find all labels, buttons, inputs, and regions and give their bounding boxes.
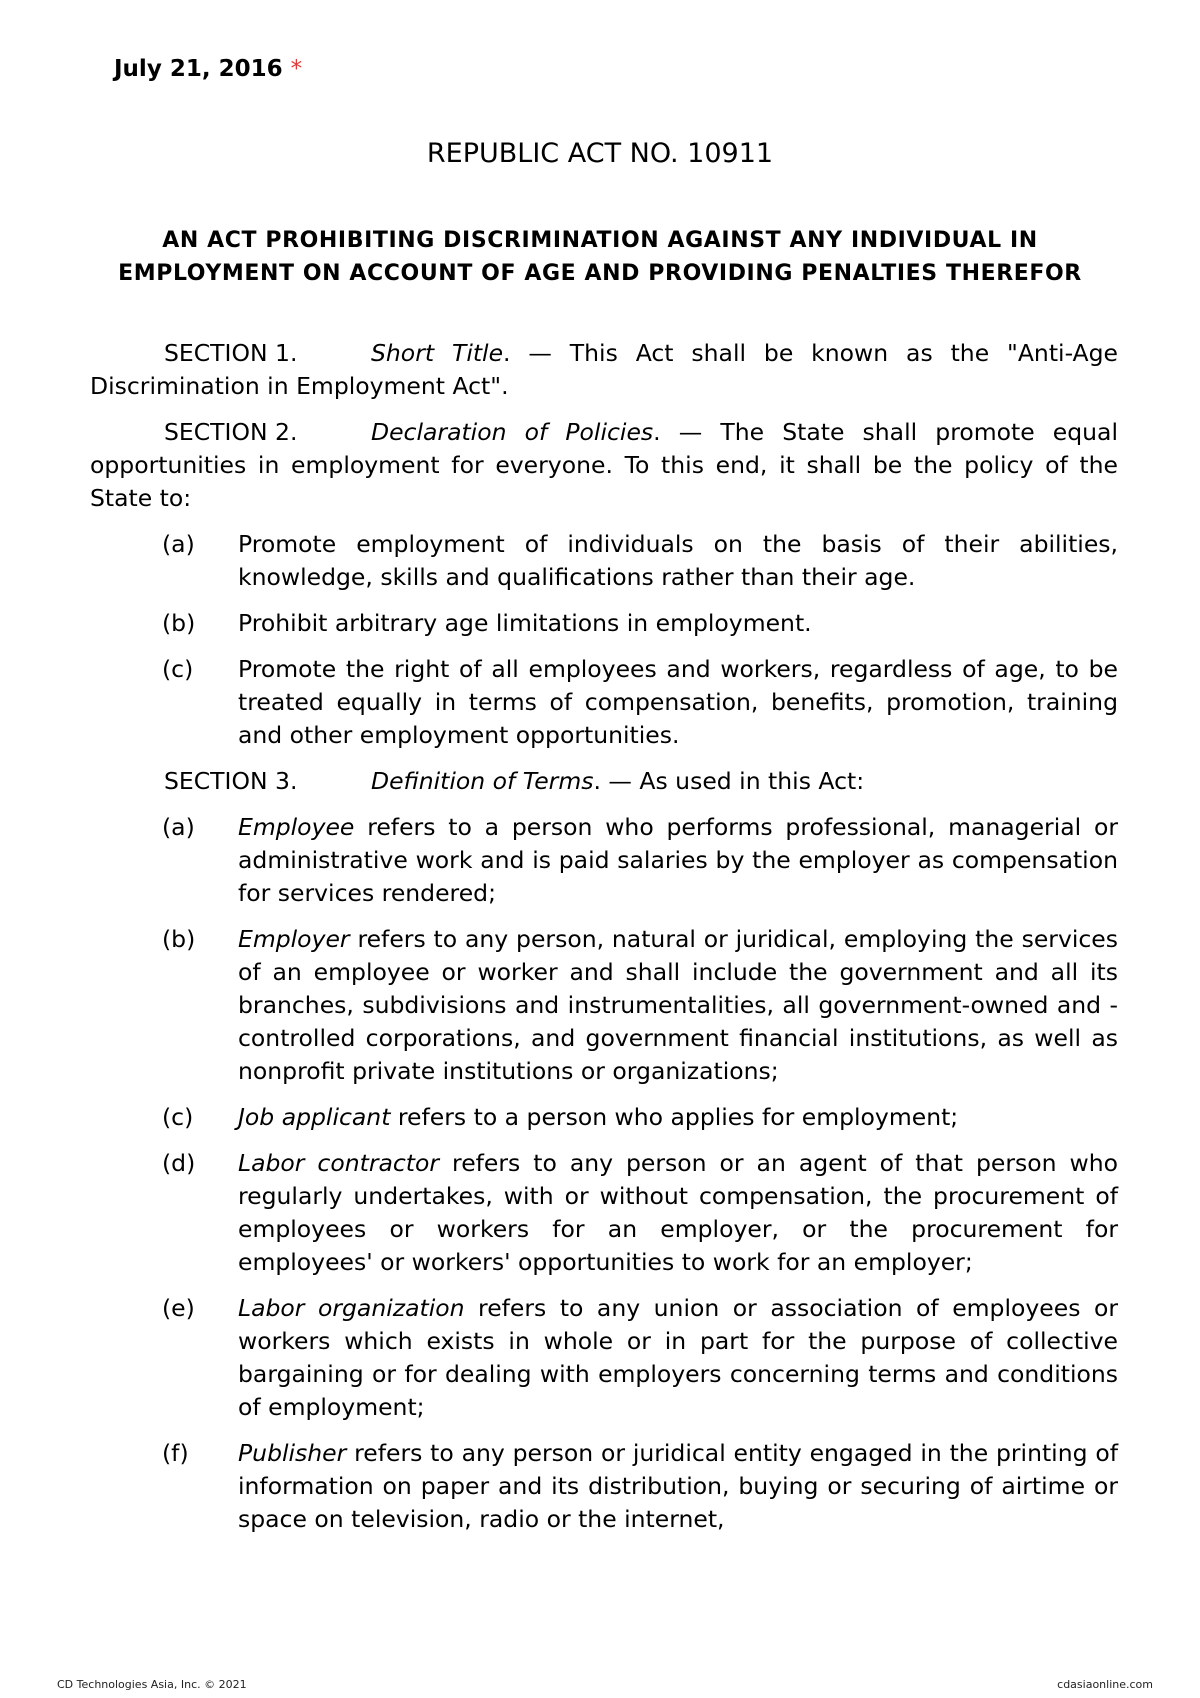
item-text — [238, 1147, 1118, 1279]
section-heading: Declaration of Policies — [371, 418, 654, 446]
date-footnote-marker[interactable]: * — [290, 56, 303, 82]
document-date — [114, 56, 302, 82]
section-label: SECTION 2. — [164, 418, 298, 446]
definition-item — [90, 1101, 1118, 1134]
definition-text: refers to any person or an agent of that person who regularly undertakes, with or without compensation, the procurement of employees or workers for an employer, or the procurement for employees' or workers' opportunities to work for an employer; — [238, 1149, 1119, 1276]
item-label: (a) — [162, 813, 195, 841]
item-text — [238, 1292, 1118, 1424]
defined-term: Employee — [238, 813, 355, 841]
definition-text: refers to any person, natural or juridical, employing the services of an employee or worker and shall include the government and all its branches, subdivisions and instrumentalities, all government-owned and -controlled corporations, and government financial institutions, as well as nonprofit private institutions or organizations; — [238, 925, 1118, 1085]
item-text — [238, 1101, 1118, 1134]
policy-item — [90, 653, 1118, 752]
definition-item — [90, 811, 1118, 910]
item-label: (c) — [162, 1103, 194, 1131]
item-label: (b) — [162, 609, 196, 637]
item-text: Promote employment of individuals on the basis of their abilities, knowledge, skills and qualifications rather than their age. — [238, 530, 1118, 591]
section-text: . — As used in this Act: — [593, 767, 865, 795]
section-2 — [90, 416, 1118, 515]
definition-text: refers to any union or association of employees or workers which exists in whole or in part for the purpose of collective bargaining or for dealing with employers concerning terms and conditions of employment; — [238, 1294, 1119, 1421]
item-text — [238, 811, 1118, 910]
item-label: (e) — [162, 1294, 195, 1322]
section-3 — [90, 765, 1118, 798]
item-label: (f) — [162, 1439, 189, 1467]
definition-item — [90, 923, 1118, 1088]
section-label: SECTION 3. — [164, 767, 298, 795]
footer-site-link[interactable]: cdasiaonline.com — [1057, 1678, 1153, 1691]
section-heading: Definition of Terms — [371, 767, 594, 795]
defined-term: Employer — [238, 925, 350, 953]
definition-item — [90, 1437, 1118, 1536]
defined-term: Job applicant — [238, 1103, 391, 1131]
section-text: . — The State shall promote equal opportunities in employment for everyone. To this end, it shall be the policy of the State to: — [90, 418, 1118, 512]
section-text: . — This Act shall be known as the "Anti-Age Discrimination in Employment Act". — [90, 339, 1118, 400]
definition-text: refers to a person who performs professional, managerial or administrative work and is paid salaries by the employer as compensation for services rendered; — [238, 813, 1118, 907]
section-1 — [90, 337, 1118, 403]
item-text: Prohibit arbitrary age limitations in employment. — [238, 609, 812, 637]
item-label: (c) — [162, 655, 194, 683]
defined-term: Publisher — [238, 1439, 347, 1467]
item-label: (a) — [162, 530, 195, 558]
item-text — [238, 923, 1118, 1088]
act-title: AN ACT PROHIBITING DISCRIMINATION AGAINST ANY INDIVIDUAL IN EMPLOYMENT ON ACCOUNT OF AGE AND PROVIDING PENALTIES THEREFOR — [118, 228, 1082, 286]
defined-term: Labor contractor — [238, 1149, 440, 1177]
definition-item — [90, 1292, 1118, 1424]
date-text: July 21, 2016 — [114, 56, 283, 82]
act-number: REPUBLIC ACT NO. 10911 — [426, 138, 774, 169]
footer-copyright: CD Technologies Asia, Inc. © 2021 — [57, 1678, 247, 1691]
section-label: SECTION 1. — [164, 339, 298, 367]
item-text — [238, 1437, 1118, 1536]
defined-term: Labor organization — [238, 1294, 465, 1322]
document-body — [90, 337, 1118, 1549]
section-heading: Short Title — [371, 339, 504, 367]
item-label: (b) — [162, 925, 196, 953]
policy-item — [90, 528, 1118, 594]
definition-item — [90, 1147, 1118, 1279]
definition-text: refers to a person who applies for employment; — [390, 1103, 959, 1131]
definition-text: refers to any person or juridical entity engaged in the printing of information on paper and its distribution, buying or securing of airtime or space on television, radio or the internet, — [238, 1439, 1118, 1533]
policy-item — [90, 607, 1118, 640]
item-text: Promote the right of all employees and workers, regardless of age, to be treated equally in terms of compensation, benefits, promotion, training and other employment opportunities. — [238, 655, 1118, 749]
item-label: (d) — [162, 1149, 196, 1177]
